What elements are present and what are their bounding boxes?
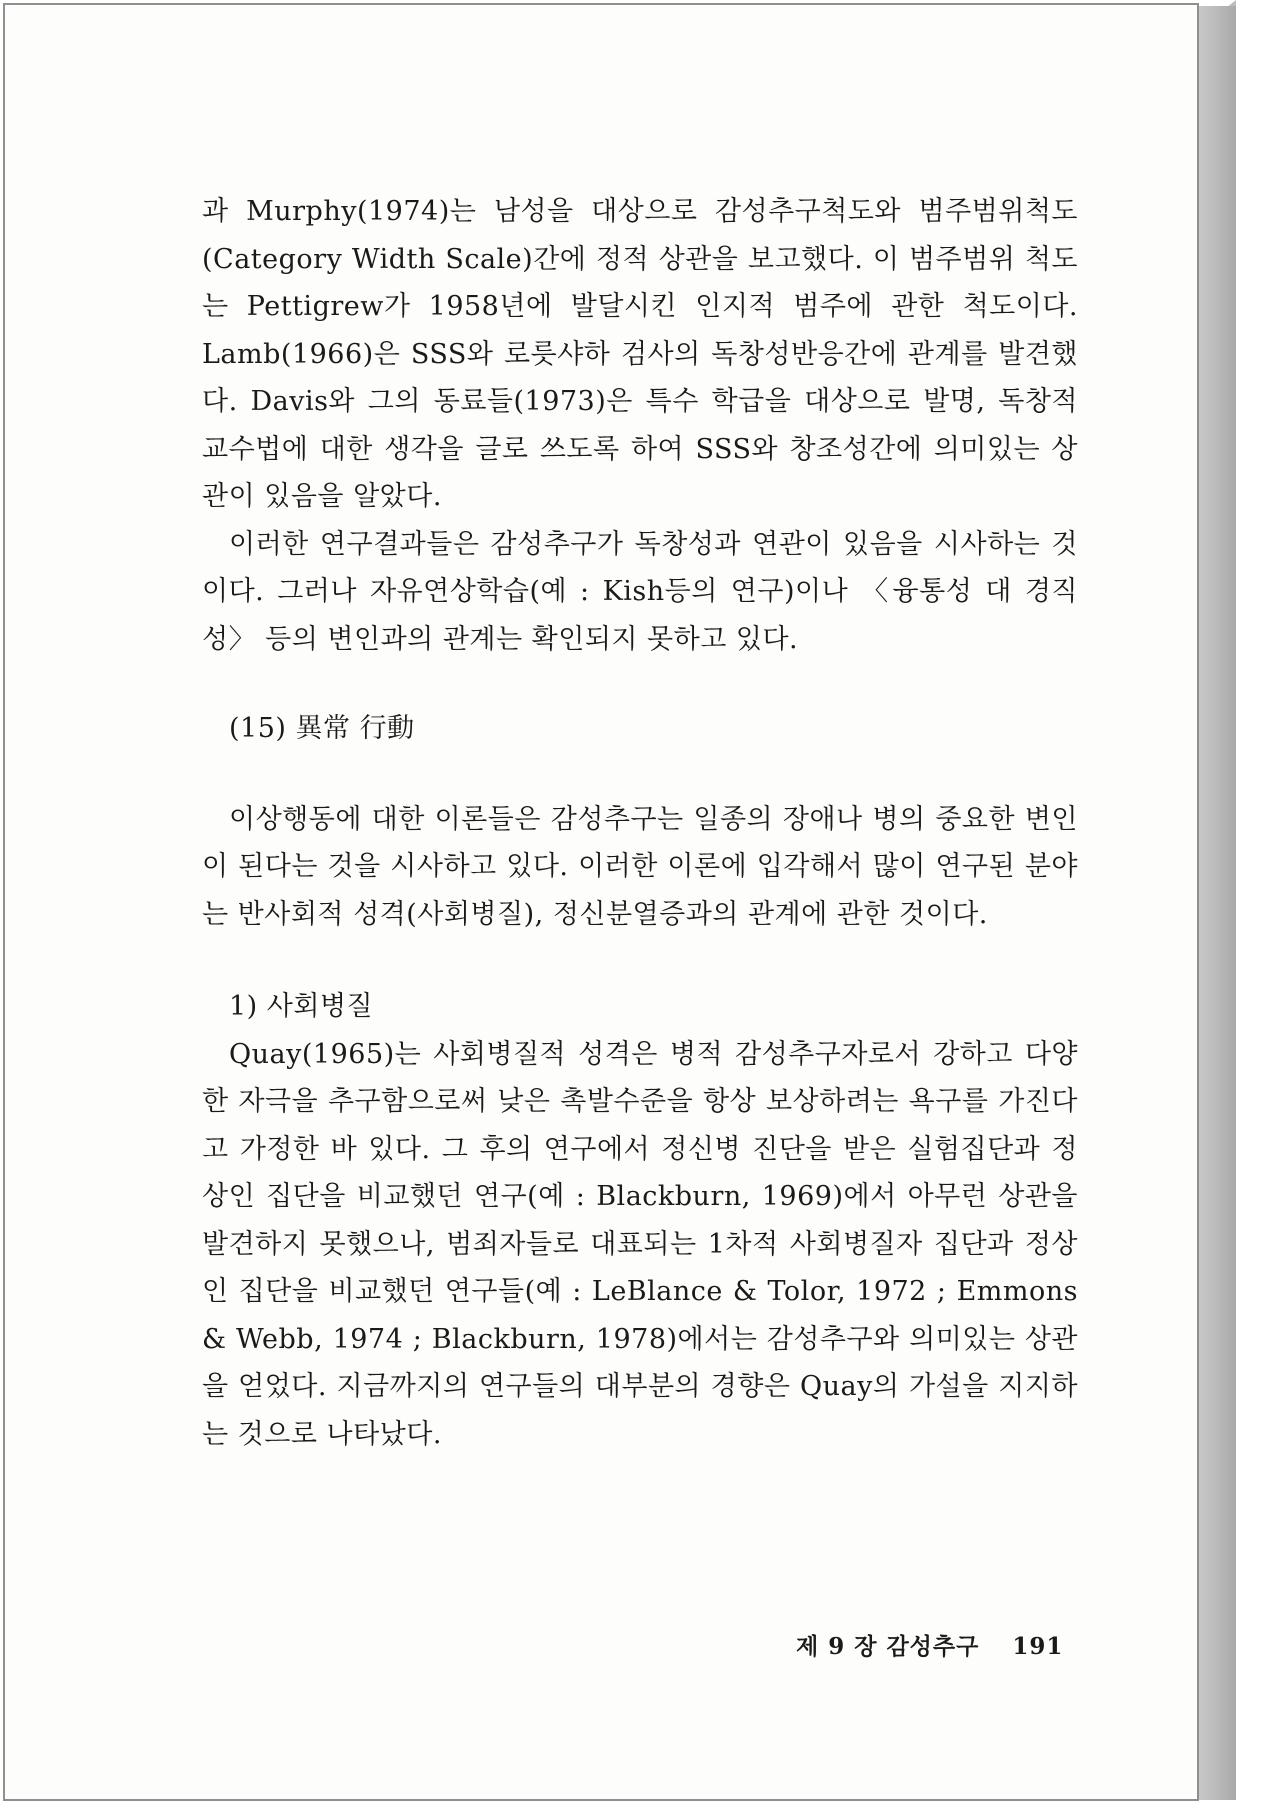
spacer	[202, 663, 1078, 705]
paragraph-3: 이상행동에 대한 이론들은 감성추구는 일종의 장애나 병의 중요한 변인이 된다는 것을 시사하고 있다. 이러한 이론에 입각해서 많이 연구된 분야는 반사회적 성격(사회병질), 정신분열증과의 관계에 관한 것이다.	[202, 803, 1078, 930]
section-heading: (15) 異常 行動	[229, 713, 415, 744]
chapter-title: 제 9 장 감성추구	[796, 1633, 980, 1660]
paragraph-2: 이러한 연구결과들은 감성추구가 독창성과 연관이 있음을 시사하는 것이다. 그러나 자유연상학습(예 : Kish등의 연구)이나 〈융통성 대 경직성〉 등의 변인과의 관계는 확인되지 못하고 있다.	[202, 528, 1078, 655]
paragraph-1: 과 Murphy(1974)는 남성을 대상으로 감성추구척도와 범주범위척도(Category Width Scale)간에 정적 상관을 보고했다. 이 범주범위 척도는 Pettigrew가 1958년에 발달시킨 인지적 범주에 관한 척도이다. Lamb(1966)은 SSS와 로릇샤하 검사의 독창성반응간에 관계를 발견했다. Davis와 그의 동료들(1973)은 특수 학급을 대상으로 발명, 독창적 교수법에 대한 생각을 글로 쓰도록 하여 SSS와 창조성간에 의미있는 상관이 있음을 알았다.	[202, 196, 1078, 512]
subsection-heading: 1) 사회병질	[229, 991, 374, 1022]
spacer	[202, 938, 1078, 983]
page-body	[202, 188, 1078, 1458]
page-spine	[1198, 6, 1236, 1800]
paragraph-4: Quay(1965)는 사회병질적 성격은 병적 감성추구자로서 강하고 다양한 자극을 추구함으로써 낮은 촉발수준을 항상 보상하려는 욕구를 가진다고 가정한 바 있다. 그 후의 연구에서 정신병 진단을 받은 실험집단과 정상인 집단을 비교했던 연구(예 : Blackburn, 1969)에서 아무런 상관을 발견하지 못했으나, 범죄자들로 대표되는 1차적 사회병질자 집단과 정상인 집단을 비교했던 연구들(예 : LeBlance & Tolor, 1972 ; Emmons & Webb, 1974 ; Blackburn, 1978)에서는 감성추구와 의미있는 상관을 얻었다. 지금까지의 연구들의 대부분의 경향은 Quay의 가설을 지지하는 것으로 나타났다.	[202, 1038, 1078, 1450]
spacer	[202, 753, 1078, 796]
page-number: 191	[1012, 1633, 1064, 1660]
page-footer	[796, 1628, 1063, 1661]
